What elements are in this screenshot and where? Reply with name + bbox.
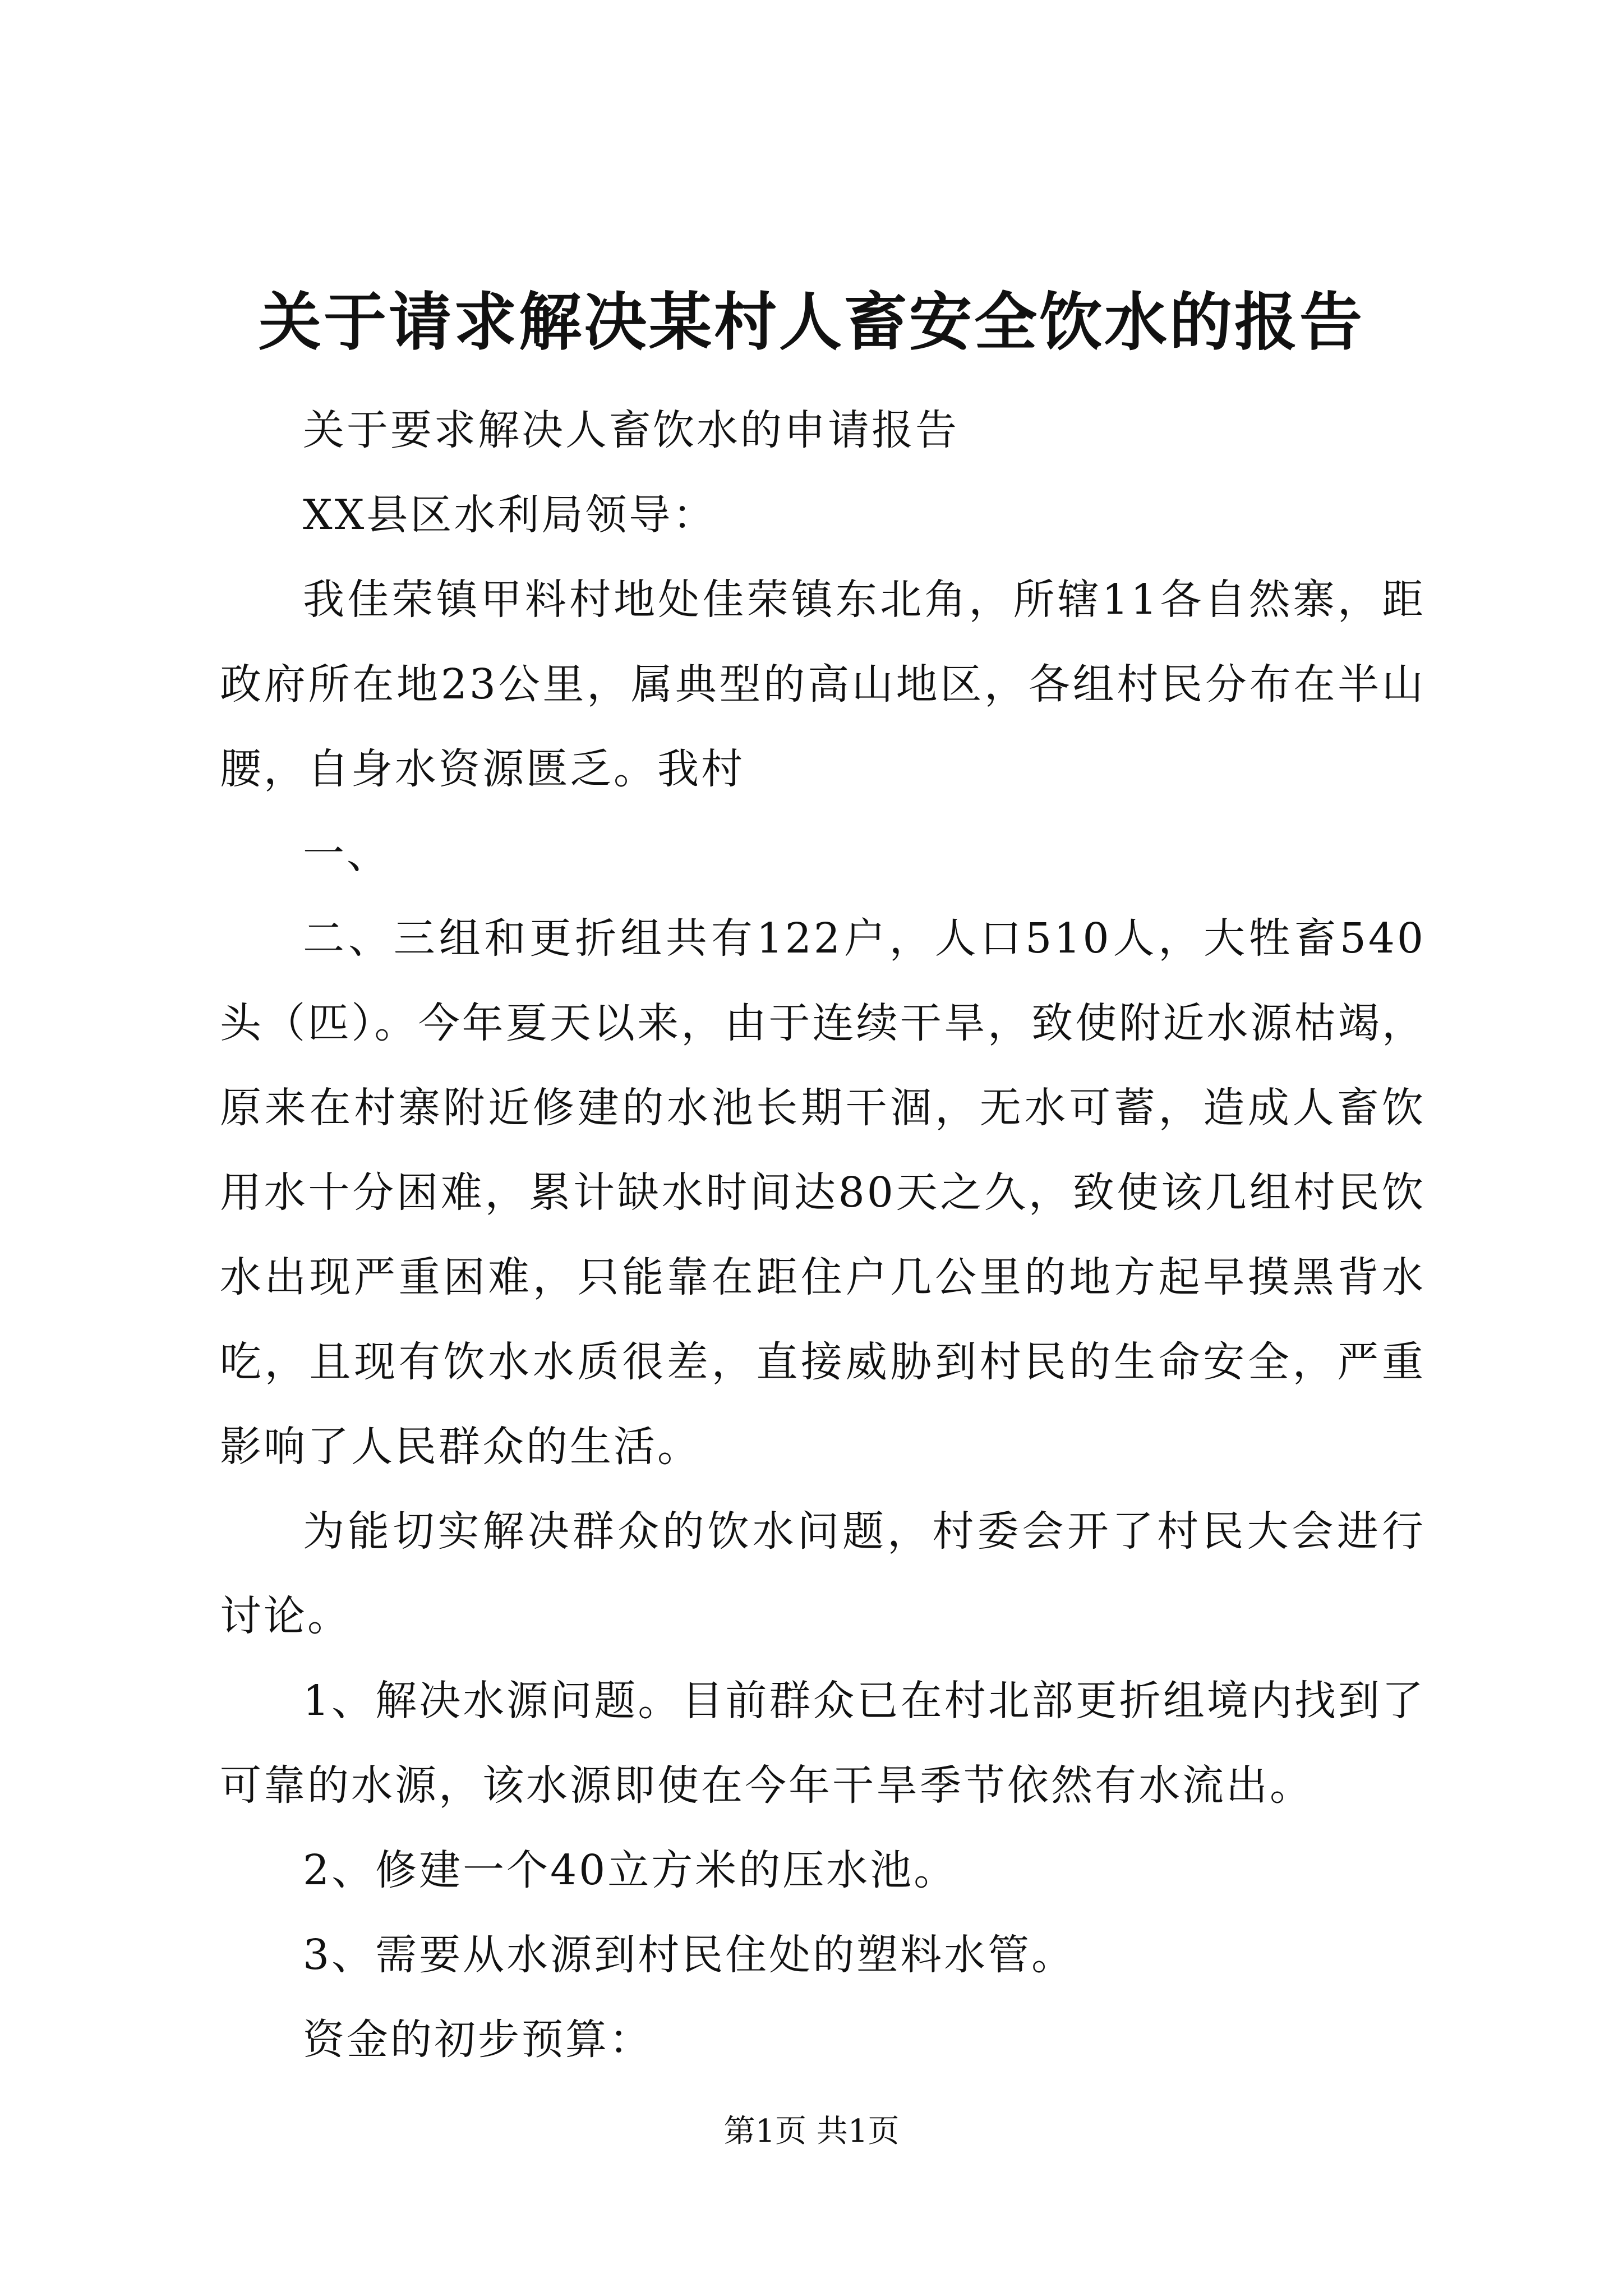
body-paragraph: 一、 <box>303 830 390 878</box>
salutation-paragraph: XX县区水利局领导： <box>303 491 717 539</box>
body-paragraph: 我佳荣镇甲料村地处佳荣镇东北角，所辖11各自然寨，距政府所在地23公里，属典型的高山地区，各组村民分布在半山腰，自身水资源匮乏。我村 <box>220 576 1426 793</box>
body-paragraph: 资金的初步预算： <box>303 2016 653 2064</box>
document-body <box>220 388 1426 2082</box>
body-paragraph: 二、三组和更折组共有122户，人口510人，大牲畜540头（匹）。今年夏天以来，由于连续干旱，致使附近水源枯竭，原来在村寨附近修建的水池长期干涸，无水可蓄，造成人畜饮用水十分困难，累计缺水时间达80天之久，致使该几组村民饮水出现严重困难，只能靠在距住户几公里的地方起早摸黑背水吃，且现有饮水水质很差，直接威胁到村民的生命安全，严重影响了人民群众的生活。 <box>220 914 1426 1471</box>
list-item-paragraph: 2、修建一个40立方米的压水池。 <box>303 1846 958 1894</box>
document-title: 关于请求解决某村人畜安全饮水的报告 <box>259 286 1364 359</box>
list-item-paragraph: 1、解决水源问题。目前群众已在村北部更折组境内找到了可靠的水源，该水源即使在今年干旱季节依然有水流出。 <box>220 1677 1426 1810</box>
body-paragraph: 为能切实解决群众的饮水问题，村委会开了村民大会进行讨论。 <box>220 1507 1426 1640</box>
page-footer: 第1页 共1页 <box>723 2113 900 2150</box>
subtitle-paragraph: 关于要求解决人畜饮水的申请报告 <box>303 406 959 454</box>
list-item-paragraph: 3、需要从水源到村民住处的塑料水管。 <box>303 1931 1076 1979</box>
